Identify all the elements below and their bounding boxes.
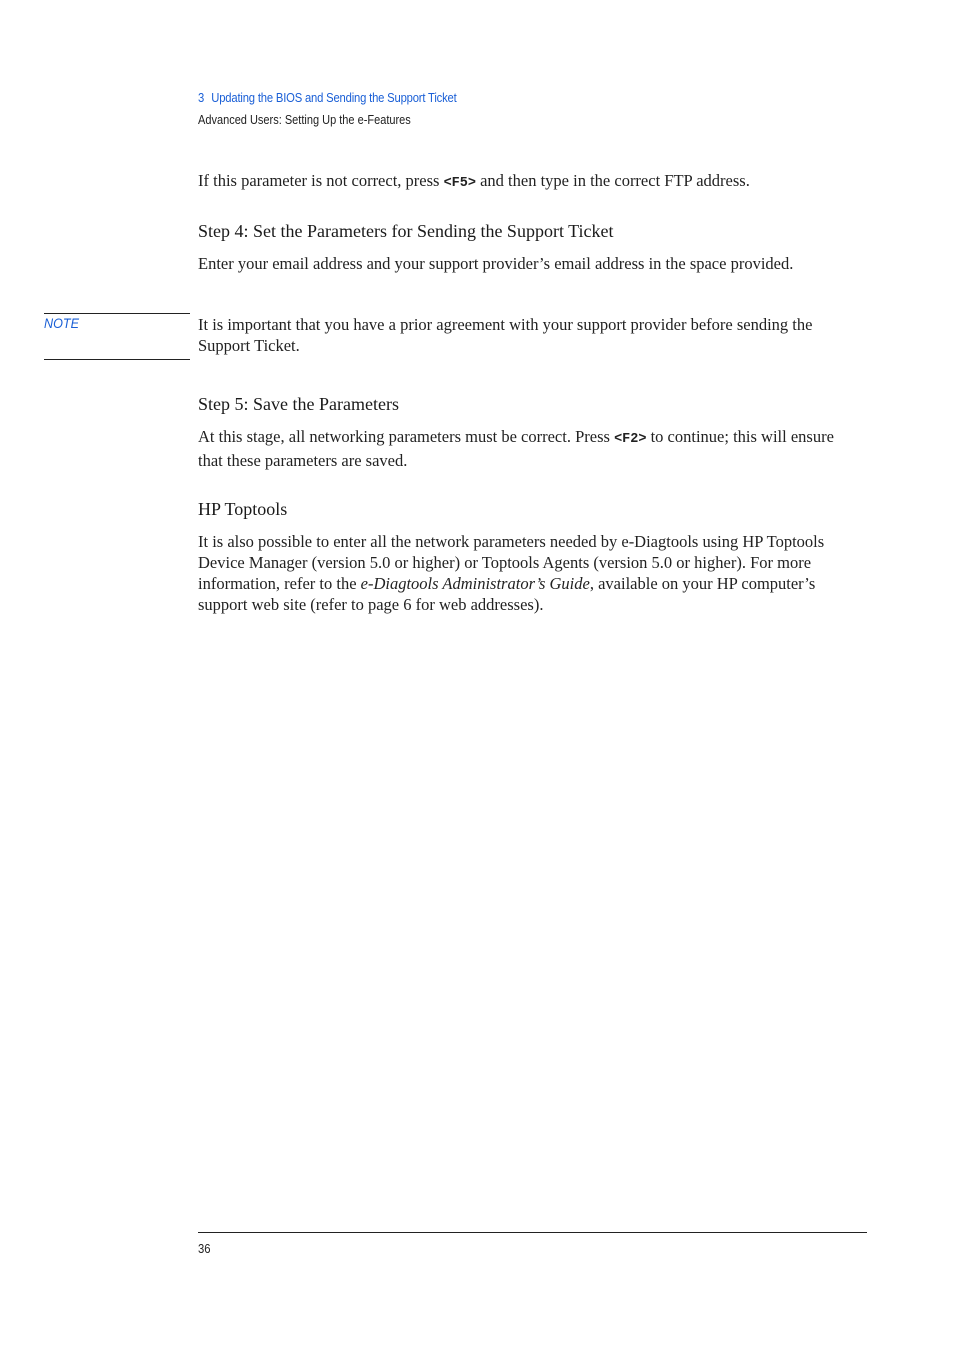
toptools-text-after: , available on your HP computer’s support web site (refer to page 6 for web addresses). [198, 574, 816, 614]
toptools-heading: HP Toptools [198, 499, 288, 519]
step5-text-before: At this stage, all networking parameters must be correct. Press [198, 427, 615, 446]
footer-rule [198, 1232, 867, 1233]
step4-heading: Step 4: Set the Parameters for Sending the Support Ticket [198, 221, 614, 241]
running-header-chapter [198, 91, 457, 105]
guide-title: e-Diagtools Administrator’s Guide [360, 574, 590, 593]
note-top-rule [44, 313, 190, 314]
page-number: 36 [198, 1242, 211, 1256]
step5-heading: Step 5: Save the Parameters [198, 394, 399, 414]
f5-key: <F5> [443, 176, 476, 191]
chapter-number: 3 [198, 91, 205, 105]
f2-key: <F2> [614, 432, 647, 447]
step5-paragraph [198, 426, 858, 471]
step4-paragraph: Enter your email address and your support provider’s email address in the space provided. [198, 254, 794, 273]
intro-text-before: If this parameter is not correct, press [198, 171, 444, 190]
running-header-section: Advanced Users: Setting Up the e-Features [198, 113, 411, 127]
toptools-paragraph [198, 531, 860, 615]
toptools-text-before: It is also possible to enter all the network parameters needed by e-Diagtools using HP Toptools Device Manager (version 5.0 or higher) or Toptools Agents (version 5.0 or higher). For more information, refer to the [198, 532, 825, 593]
step5-text-after: to continue; this will ensure that these parameters are saved. [198, 427, 834, 470]
note-bottom-rule [44, 359, 190, 360]
intro-text-after: and then type in the correct FTP address. [475, 171, 750, 190]
note-text: It is important that you have a prior agreement with your support provider before sending the Support Ticket. [198, 315, 813, 355]
chapter-title: Updating the BIOS and Sending the Support Ticket [211, 91, 457, 105]
note-label: NOTE [44, 315, 80, 331]
intro-paragraph [198, 170, 863, 194]
